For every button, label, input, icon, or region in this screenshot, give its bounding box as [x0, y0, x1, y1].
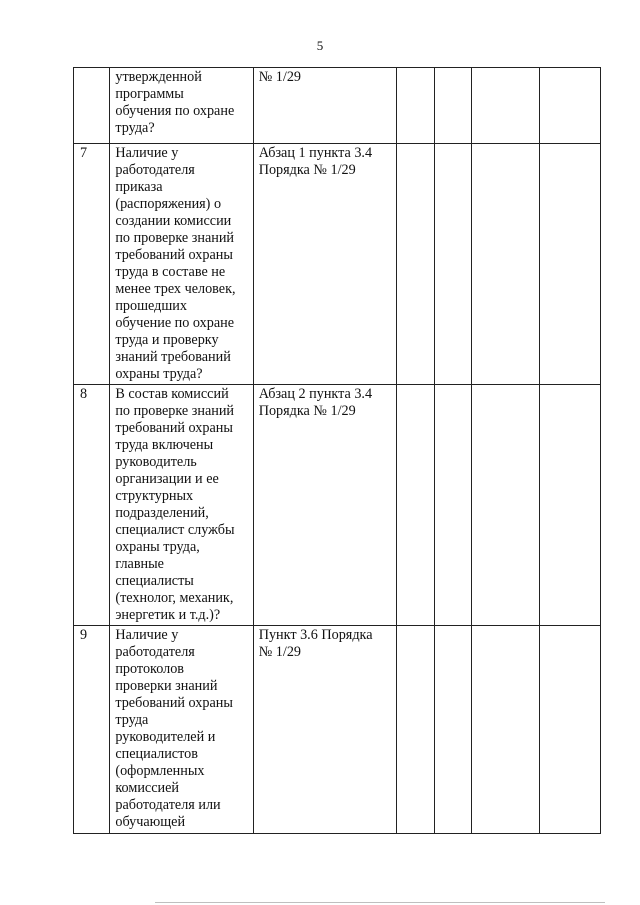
answer-not-applicable-cell — [471, 68, 540, 144]
note-cell — [540, 68, 601, 144]
question-cell: Наличие у работодателя приказа (распоряжения) о создании комиссии по проверке знаний требований охраны труда в составе не менее трех человек, прошедших обучение по охране труда и проверку знаний требований охраны труда? — [110, 144, 253, 385]
row-number-cell — [74, 68, 110, 144]
question-cell: В состав комиссий по проверке знаний требований охраны труда включены руководитель организации и ее структурных подразделений, специалист службы охраны труда, главные специалисты (технолог, механик, энергетик и т.д.)? — [110, 385, 253, 626]
scan-edge-line — [155, 902, 605, 903]
table-row — [74, 68, 601, 144]
page-number: 5 — [316, 38, 324, 53]
question-cell: утвержденной программы обучения по охране труда? — [110, 68, 253, 144]
reference-cell: Абзац 2 пункта 3.4 Порядка № 1/29 — [253, 385, 396, 626]
note-cell — [540, 385, 601, 626]
reference-cell: Абзац 1 пункта 3.4 Порядка № 1/29 — [253, 144, 396, 385]
question-cell: Наличие у работодателя протоколов проверки знаний требований охраны труда руководителей и специалистов (оформленных комиссией работодателя или обучающей — [110, 626, 253, 834]
table-row — [74, 144, 601, 385]
row-number-cell: 8 — [74, 385, 110, 626]
reference-cell: Пункт 3.6 Порядка № 1/29 — [253, 626, 396, 834]
answer-no-cell — [435, 68, 471, 144]
row-number-cell: 7 — [74, 144, 110, 385]
note-cell — [540, 626, 601, 834]
answer-no-cell — [435, 144, 471, 385]
reference-cell: № 1/29 — [253, 68, 396, 144]
answer-not-applicable-cell — [471, 626, 540, 834]
answer-yes-cell — [397, 144, 435, 385]
answer-yes-cell — [397, 68, 435, 144]
table-row — [74, 385, 601, 626]
answer-no-cell — [435, 385, 471, 626]
row-number-cell: 9 — [74, 626, 110, 834]
answer-not-applicable-cell — [471, 385, 540, 626]
answer-yes-cell — [397, 626, 435, 834]
checklist-table — [73, 67, 601, 834]
answer-no-cell — [435, 626, 471, 834]
answer-not-applicable-cell — [471, 144, 540, 385]
answer-yes-cell — [397, 385, 435, 626]
note-cell — [540, 144, 601, 385]
table-row — [74, 626, 601, 834]
